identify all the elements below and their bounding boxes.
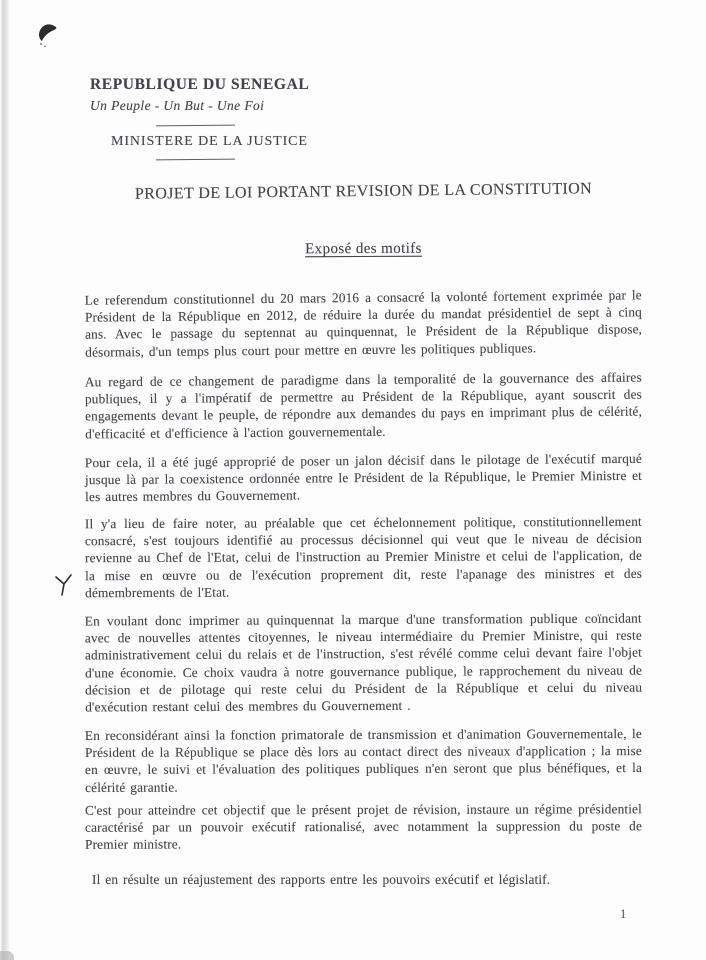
paragraph: Au regard de ce changement de paradigme dans la temporalité de la gouvernance des affaires publiques, il y a l'impératif de permettre au Président de la République, ayant souscrit des engagements devant le peuple, de répondre aux demandes du pays en imprimant plus de célérité, d'efficacité et d'efficience à l'action gouvernementale. (84, 369, 643, 442)
paragraph: En voulant donc imprimer au quinquennat la marque d'une transformation publique coïncidant avec de nouvelles attentes citoyennes, le niveau intermédiaire du Premier Ministre, qui reste administrativement celui du relais et de l'instruction, s'est révélé comme celui devant faire l'objet d'une économie. Ce choix vaudra à notre gouvernance publique, le rapprochement du niveau de décision et de pilotage qui reste celui du Président de la République et celui du niveau d'exécution restant celui des membres du Gouvernement . (84, 610, 643, 715)
divider-line (156, 125, 235, 127)
scan-corner-smudge (0, 951, 14, 960)
republic-title: REPUBLIQUE DU SENEGAL (90, 76, 310, 93)
paragraph: C'est pour atteindre cet objectif que le présent projet de révision, instaure un régime présidentiel caractérisé par un pouvoir exécutif rationalisé, avec notamment la suppression du poste de Premier ministre. (84, 801, 643, 853)
national-motto: Un Peuple - Un But - Une Foi (90, 98, 265, 113)
page-number: 1 (620, 907, 627, 921)
pen-tick-icon (53, 571, 75, 599)
document-title: PROJET DE LOI PORTANT REVISION DE LA CONSTITUTION (134, 180, 593, 203)
paragraph: Pour cela, il a été jugé approprié de poser un jalon décisif dans le pilotage de l'exécutif marqué jusque là par la coexistence ordonnée entre le Président de la République, le Premier Ministre et les autres membres du Gouvernement. (84, 450, 643, 505)
ministry-title: MINISTERE DE LA JUSTICE (111, 134, 308, 150)
paragraph: Il en résulte un réajustement des rapports entre les pouvoirs exécutif et législatif. (92, 872, 551, 887)
divider-line (156, 159, 235, 161)
paragraph: Le referendum constitutionnel du 20 mars 2016 a consacré la volonté fortement exprimée par le Président de la République en 2012, de réduire la durée du mandat présidentiel de sept à cinq ans. Avec le passage du septennat au quinquennat, le Président de la République dispose, désormais, d'un temps plus court pour mettre en œuvre les politiques publiques. (84, 287, 643, 360)
ink-blot-icon (35, 19, 63, 49)
letterhead (90, 76, 309, 161)
scan-edge-shadow (0, 0, 10, 960)
section-heading: Exposé des motifs (305, 240, 422, 258)
paragraph: Il y'a lieu de faire noter, au préalable que cet échelonnement politique, constitutionnellement consacré, s'est toujours identifié au processus décisionnel qui veut que le niveau de décision revienne au Chef de l'Etat, celui de l'instruction au Premier Ministre et celui de l'application, de la mise en œuvre ou de l'exécution proprement dit, reste l'apanage des ministres et des démembrements de l'Etat. (84, 513, 643, 601)
paragraph: En reconsidérant ainsi la fonction primatorale de transmission et d'animation Gouvernementale, le Président de la République se place dès lors au contact direct des niveaux d'application ; la mise en œuvre, le suivi et l'évaluation des politiques publiques n'en seront que plus bénéfiques, et la célérité garantie. (84, 726, 643, 795)
